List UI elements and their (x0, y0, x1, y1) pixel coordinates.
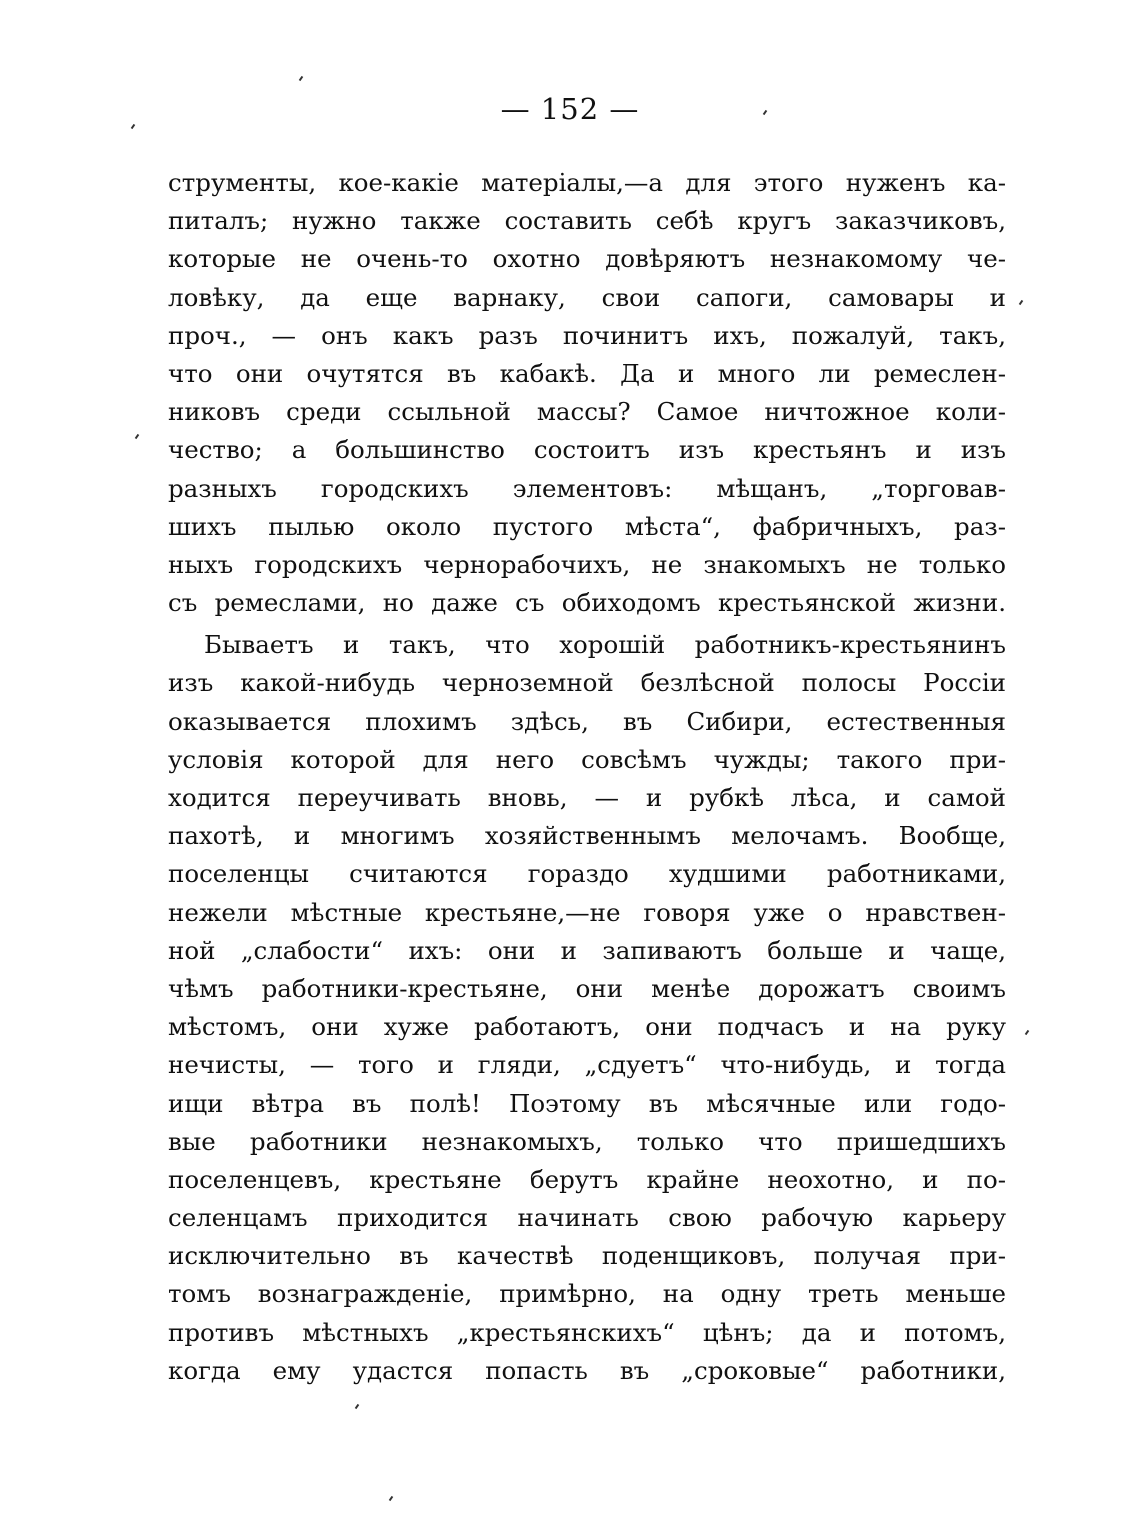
text-line: пахотѣ, и многимъ хозяйственнымъ мелочамъ. Вообще, (168, 821, 1006, 851)
text-line: чество; а большинство состоитъ изъ крестьянъ и изъ (168, 435, 1006, 465)
text-line: что они очутятся въ кабакѣ. Да и много ли ремеслен- (168, 358, 1006, 388)
text-line: мѣстомъ, они хуже работаютъ, они подчасъ и на руку (168, 1012, 1006, 1042)
text-line: шихъ пылью около пустого мѣста“, фабричныхъ, раз- (168, 511, 1006, 541)
text-line: противъ мѣстныхъ „крестьянскихъ“ цѣнъ; да и потомъ, (168, 1317, 1006, 1347)
text-line: чѣмъ работники-крестьяне, они менѣе дорожатъ своимъ (168, 973, 1006, 1003)
scan-speck (299, 76, 304, 81)
scan-speck (131, 124, 136, 129)
text-line: исключительно въ качествѣ поденщиковъ, получая при- (168, 1241, 1006, 1271)
text-line: нежели мѣстные крестьяне,—не говоря уже о нравствен- (168, 897, 1006, 927)
text-line: поселенцевъ, крестьяне берутъ крайне неохотно, и по- (168, 1164, 1006, 1194)
text-line: условія которой для него совсѣмъ чужды; такого при- (168, 744, 1006, 774)
text-line: когда ему удастся попасть въ „сроковые“ работники, (168, 1355, 1006, 1385)
scan-speck (1019, 300, 1024, 305)
text-line: ной „слабости“ ихъ: они и запиваютъ больше и чаще, (168, 935, 1006, 965)
text-line: оказывается плохимъ здѣсь, въ Сибири, естественныя (168, 706, 1006, 736)
body-text (168, 164, 1006, 1390)
scan-speck (355, 1404, 360, 1409)
text-line: селенцамъ приходится начинать свою рабочую карьеру (168, 1203, 1006, 1233)
text-line: которые не очень-то охотно довѣряютъ незнакомому че- (168, 244, 1006, 274)
text-line: Бываетъ и такъ, что хорошій работникъ-крестьянинъ (204, 630, 1006, 660)
text-line: поселенцы считаются гораздо худшими работниками, (168, 859, 1006, 889)
page-number: — 152 — (500, 92, 640, 126)
text-line: съ ремеслами, но даже съ обиходомъ крестьянской жизни. (168, 588, 1006, 618)
paragraph-2 (168, 626, 1006, 1390)
text-line: струменты, кое-какіе матеріалы,—а для этого нуженъ ка- (168, 168, 1006, 197)
scan-speck (135, 434, 140, 439)
text-line: питалъ; нужно также составить себѣ кругъ заказчиковъ, (168, 206, 1006, 236)
paragraph-1 (168, 164, 1006, 622)
text-line: ныхъ городскихъ чернорабочихъ, не знакомыхъ не только (168, 549, 1006, 579)
text-line: никовъ среди ссыльной массы? Самое ничтожное коли- (168, 397, 1006, 427)
text-line: томъ вознагражденіе, примѣрно, на одну треть меньше (168, 1279, 1006, 1309)
text-line: вые работники незнакомыхъ, только что пришедшихъ (168, 1126, 1006, 1156)
text-line: ищи вѣтра въ полѣ! Поэтому въ мѣсячные или годо- (168, 1088, 1006, 1118)
text-line: нечисты, — того и гляди, „сдуетъ“ что-нибудь, и тогда (168, 1050, 1006, 1080)
text-line: изъ какой-нибудь черноземной безлѣсной полосы Россіи (168, 668, 1006, 698)
text-line: ловѣку, да еще варнаку, свои сапоги, самовары и (168, 282, 1006, 312)
scan-speck (389, 1496, 394, 1501)
text-line: проч., — онъ какъ разъ починитъ ихъ, пожалуй, такъ, (168, 320, 1006, 350)
text-line: разныхъ городскихъ элементовъ: мѣщанъ, „торговав- (168, 473, 1006, 503)
scan-speck (1025, 1030, 1030, 1035)
text-line: ходится переучивать вновь, — и рубкѣ лѣса, и самой (168, 783, 1006, 812)
